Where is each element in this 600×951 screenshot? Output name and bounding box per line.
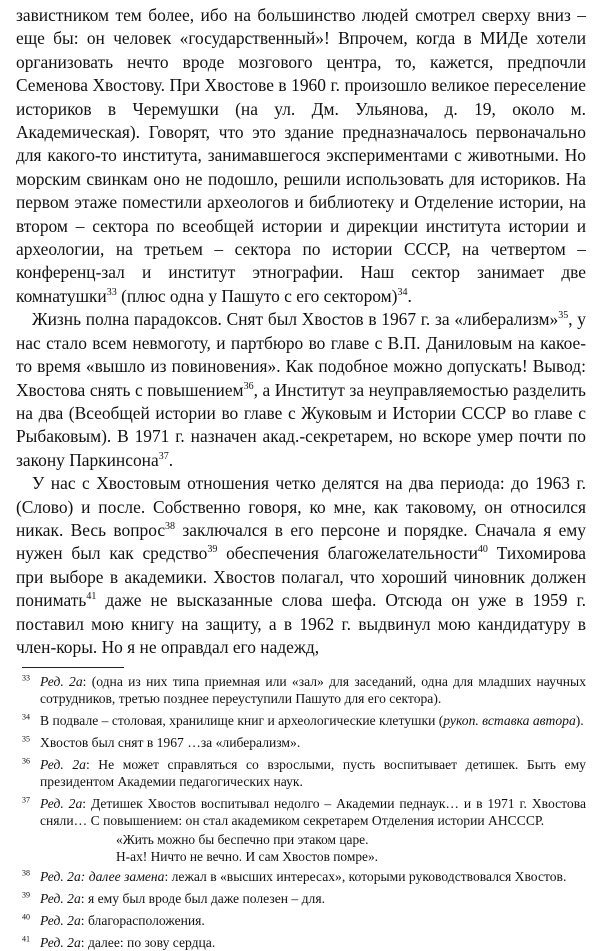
footnote-33: $^{33}$ Ред. 2а: (одна из них типа приемная или «зал» для заседаний, одна для младших научных сотрудников, третью позднее переуступили Пашуто для его сектора). (22, 673, 586, 707)
paragraph-3: У нас с Хвостовым отношения четко делятся на два периода: до 1963 г. (Слово) и после. Собственно говоря, ко мне, как таковому, он относился никак. Весь вопрос$^{38}$ заключался в его персоне и порядке. Сначала я ему нужен был как средство$^{39}$ обеспечения благожелательности$^{40}$ Тихомирова при выборе в академики. Хвостов полагал, что хороший чиновник должен понимать$^{41}$ даже не высказанные слова шефа. Отсюда он уже в 1959 г. поставил мою книгу на защиту, а в 1962 г. выдвинул мою кандидатуру в член-коры. Но я не оправдал его надежд, (16, 473, 586, 657)
footnote-39: $^{39}$ Ред. 2а: я ему был вроде был даже полезен – для. (22, 890, 325, 907)
verse-line-1: «Жить можно бы беспечно при этаком царе. (116, 832, 369, 848)
footnote-36: $^{36}$ Ред. 2а: Не может справляться со взрослыми, пусть воспитывает детишек. Быть ему президентом Академии педагогических наук. (22, 756, 586, 790)
footnote-ref-34[interactable]: 34 (397, 287, 408, 299)
footnote-ref-40[interactable]: 40 (477, 544, 488, 556)
verse-line-2: Н-ах! Ничто не вечно. И сам Хвостов помре». (116, 849, 379, 865)
footnotes (16, 673, 586, 951)
footnote-ref-35[interactable]: 35 (558, 310, 569, 322)
footnote-ref-39[interactable]: 39 (207, 544, 218, 556)
paragraph-1: завистником тем более, ибо на большинство людей смотрел сверху вниз – еще бы: он человек «государственный»! Впрочем, когда в МИДе хотели организовать нечто вроде мозгового центра, то, кажется, предпочли Семенова Хвостову. При Хвостове в 1960 г. произошло великое переселение историков в Черемушки (на ул. Дм. Ульянова, д. 19, около м. Академическая). Говорят, что это здание предназначалось первоначально для какого-то института, занимавшегося экспериментами с животными. Но морским свинкам оно не подошло, решили использовать для историков. На первом этаже поместили археологов и библиотеку и Отделение истории, на втором – сектора по всеобщей истории и дирекции института истории и археологии, на третьем – сектора по истории СССР, на четвертом – конференц-зал и институт этнографии. Наш сектор занимает две комнатушки$^{33}$ (плюс одна у Пашуто с его сектором)$^{34}$. (16, 5, 586, 306)
footnote-ref-41[interactable]: 41 (86, 591, 97, 603)
footnote-41: $^{41}$ Ред. 2а: далее: по зову сердца. (22, 934, 216, 951)
footnote-34: $^{34}$ В подвале – столовая, хранилище книг и археологические клетушки (рукоп. вставка автора). (22, 712, 584, 729)
footnote-37: $^{37}$ Ред. 2а: Детишек Хвостов воспитывал недолго – Академии педнаук… и в 1971 г. Хвостова сняли… С повышением: он стал академиком секретарем Отделения истории АНСССР. (22, 795, 586, 829)
footnote-ref-36[interactable]: 36 (243, 380, 254, 392)
footnote-ref-33[interactable]: 33 (106, 287, 117, 299)
footnote-40: $^{40}$ Ред. 2а: благорасположения. (22, 912, 205, 929)
footnote-ref-38[interactable]: 38 (165, 521, 176, 533)
verse-quote (16, 831, 586, 865)
footnote-38: $^{38}$ Ред. 2а: далее замена: лежал в «высших интересах», которыми руководствовался Хвостов. (22, 868, 567, 885)
footnote-ref-37[interactable]: 37 (158, 450, 169, 462)
paragraph-2: Жизнь полна парадоксов. Снят был Хвостов в 1967 г. за «либерализм»$^{35}$, у нас стало всем невмоготу, и партбюро во главе с В.П. Даниловым на какое-то время «вышло из повиновения». Как подобное можно допускать! Вывод: Хвостова снять с повышением$^{36}$, а Институт за неуправляемостью разделить на два (Всеобщей истории во главе с Жуковым и Истории СССР во главе с Рыбаковым). В 1971 г. назначен акад.-секретарем, но вскоре умер почти по закону Паркинсона$^{37}$. (16, 309, 587, 470)
main-text (16, 4, 586, 659)
footnote-divider (22, 667, 124, 668)
footnote-35: $^{35}$ Хвостов был снят в 1967 …за «либерализм». (22, 734, 301, 751)
